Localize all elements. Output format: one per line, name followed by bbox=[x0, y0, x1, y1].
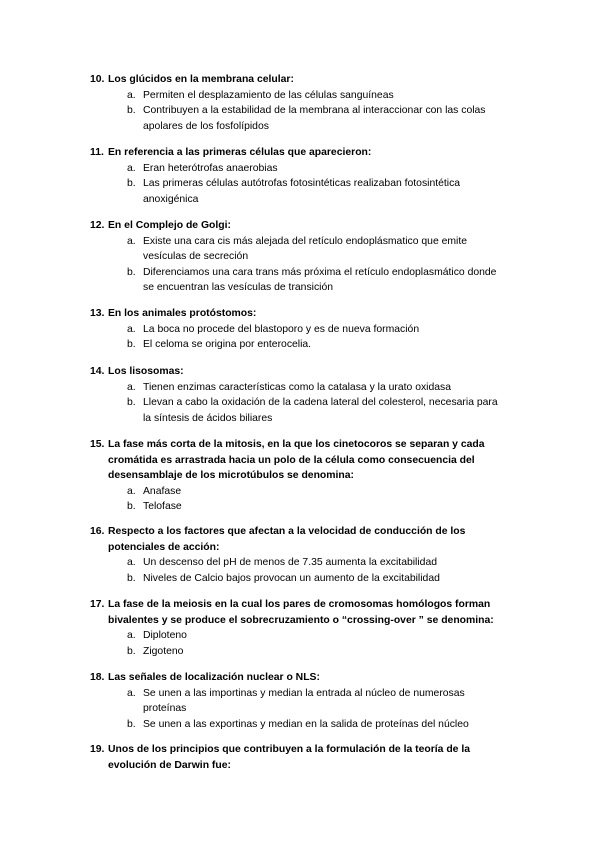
question-text-line: bivalentes y se produce el sobrecruzamiento o “crossing-over ” se denomina: bbox=[108, 614, 494, 626]
option-text-line: anoxigénica bbox=[143, 193, 199, 205]
option-letter: b. bbox=[127, 266, 136, 278]
question-18 bbox=[90, 670, 530, 732]
option-letter: b. bbox=[127, 572, 136, 584]
option-text-line: Un descenso del pH de menos de 7.35 aumenta la excitabilidad bbox=[143, 557, 438, 568]
option-text-line: apolares de los fosfolípidos bbox=[143, 120, 269, 132]
question-number: 18. bbox=[90, 672, 105, 683]
question-17 bbox=[90, 597, 530, 659]
answer-option bbox=[90, 628, 530, 644]
question-text-line: cromátida es arrastrada hacia un polo de la célula como consecuencia del bbox=[108, 454, 475, 466]
question-title bbox=[90, 364, 530, 380]
question-text-line: En referencia a las primeras células que aparecieron: bbox=[108, 147, 372, 158]
answer-option bbox=[90, 644, 530, 660]
answer-options bbox=[90, 628, 530, 659]
option-letter: b. bbox=[127, 397, 136, 408]
question-text-line: potenciales de acción: bbox=[108, 541, 220, 553]
option-letter: a. bbox=[127, 89, 136, 101]
question-text-line: Respecto a los factores que afectan a la velocidad de conducción de los bbox=[108, 526, 466, 537]
answer-option bbox=[90, 484, 530, 500]
option-letter: a. bbox=[127, 235, 136, 247]
option-text-line: Se unen a las importinas y median la entrada al núcleo de numerosas bbox=[143, 687, 465, 699]
option-letter: a. bbox=[127, 485, 136, 497]
question-15 bbox=[90, 437, 530, 515]
answer-options bbox=[90, 380, 530, 427]
answer-option bbox=[90, 265, 530, 296]
answer-option bbox=[90, 571, 530, 587]
option-text-line: Tienen enzimas características como la catalasa y la urato oxidasa bbox=[143, 381, 452, 393]
question-title bbox=[90, 306, 530, 322]
option-letter: b. bbox=[127, 645, 136, 657]
question-number: 12. bbox=[90, 220, 105, 231]
answer-option bbox=[90, 234, 530, 265]
question-title bbox=[90, 742, 530, 773]
option-text-line: Llevan a cabo la oxidación de la cadena lateral del colesterol, necesaria para bbox=[143, 397, 498, 408]
answer-option bbox=[90, 337, 530, 353]
answer-option bbox=[90, 322, 530, 338]
question-11 bbox=[90, 145, 530, 207]
question-14 bbox=[90, 364, 530, 426]
option-text-line: Contribuyen a la estabilidad de la membrana al interaccionar con las colas bbox=[143, 105, 486, 116]
question-13 bbox=[90, 306, 530, 353]
question-number: 16. bbox=[90, 526, 105, 537]
question-number: 13. bbox=[90, 308, 105, 319]
option-letter: b. bbox=[127, 718, 136, 730]
answer-option bbox=[90, 717, 530, 733]
question-number: 11. bbox=[90, 147, 104, 158]
option-text-line: La boca no procede del blastoporo y es de nueva formación bbox=[143, 323, 420, 335]
question-19 bbox=[90, 742, 530, 773]
option-letter: b. bbox=[127, 339, 136, 350]
question-title bbox=[90, 524, 530, 555]
question-title bbox=[90, 437, 530, 484]
answer-option bbox=[90, 555, 530, 571]
question-12 bbox=[90, 218, 530, 296]
answer-option bbox=[90, 686, 530, 717]
question-number: 14. bbox=[90, 366, 105, 377]
question-title bbox=[90, 72, 530, 88]
answer-option bbox=[90, 103, 530, 134]
question-text-line: En los animales protóstomos: bbox=[108, 308, 257, 319]
question-text-line: En el Complejo de Golgi: bbox=[108, 220, 231, 231]
question-title bbox=[90, 670, 530, 686]
question-number: 17. bbox=[90, 599, 105, 610]
answer-option bbox=[90, 499, 530, 515]
answer-option bbox=[90, 161, 530, 177]
answer-options bbox=[90, 686, 530, 733]
question-title bbox=[90, 597, 530, 628]
option-text-line: El celoma se origina por enterocelia. bbox=[143, 339, 312, 350]
option-letter: b. bbox=[127, 178, 136, 189]
option-text-line: Niveles de Calcio bajos provocan un aumento de la excitabilidad bbox=[143, 572, 440, 584]
answer-options bbox=[90, 88, 530, 135]
answer-options bbox=[90, 234, 530, 296]
option-text-line: Permiten el desplazamiento de las células sanguíneas bbox=[143, 89, 394, 101]
option-letter: a. bbox=[127, 557, 136, 568]
option-letter: b. bbox=[127, 501, 136, 512]
question-number: 15. bbox=[90, 439, 105, 450]
question-16 bbox=[90, 524, 530, 586]
question-text-line: Los glúcidos en la membrana celular: bbox=[108, 74, 294, 85]
option-text-line: Telofase bbox=[143, 501, 182, 512]
question-title bbox=[90, 218, 530, 234]
question-text-line: La fase más corta de la mitosis, en la que los cinetocoros se separan y cada bbox=[108, 439, 485, 450]
answer-option bbox=[90, 88, 530, 104]
question-10 bbox=[90, 72, 530, 134]
answer-option bbox=[90, 395, 530, 426]
answer-option bbox=[90, 176, 530, 207]
question-text-line: Los lisosomas: bbox=[108, 366, 184, 377]
answer-options bbox=[90, 484, 530, 515]
answer-options bbox=[90, 555, 530, 586]
option-letter: a. bbox=[127, 381, 136, 393]
option-text-line: Existe una cara cis más alejada del retículo endoplásmatico que emite bbox=[143, 235, 468, 247]
question-title bbox=[90, 145, 530, 161]
question-text-line: evolución de Darwin fue: bbox=[108, 759, 231, 771]
option-text-line: Zigoteno bbox=[143, 645, 184, 657]
question-number: 19. bbox=[90, 744, 105, 755]
option-letter: a. bbox=[127, 630, 136, 641]
question-number: 10. bbox=[90, 74, 105, 85]
question-text-line: Unos de los principios que contribuyen a la formulación de la teoría de la bbox=[108, 744, 471, 755]
option-text-line: Anafase bbox=[143, 485, 182, 497]
option-text-line: Se unen a las exportinas y median en la salida de proteínas del núcleo bbox=[143, 718, 469, 730]
answer-option bbox=[90, 380, 530, 396]
question-text-line: La fase de la meiosis en la cual los pares de cromosomas homólogos forman bbox=[108, 599, 491, 610]
question-text-line: Las señales de localización nuclear o NLS: bbox=[108, 672, 320, 683]
answer-options bbox=[90, 322, 530, 353]
option-text-line: proteínas bbox=[143, 703, 187, 714]
option-text-line: Diferenciamos una cara trans más próxima el retículo endoplasmático donde bbox=[143, 266, 497, 278]
option-text-line: Eran heterótrofas anaerobias bbox=[143, 162, 278, 174]
answer-options bbox=[90, 161, 530, 208]
option-letter: b. bbox=[127, 105, 136, 116]
option-text-line: Las primeras células autótrofas fotosintéticas realizaban fotosintética bbox=[143, 178, 461, 189]
question-text-line: desensamblaje de los microtúbulos se denomina: bbox=[108, 470, 354, 481]
option-text-line: Diploteno bbox=[143, 630, 187, 641]
option-letter: a. bbox=[127, 162, 136, 174]
option-text-line: la síntesis de ácidos biliares bbox=[143, 412, 273, 424]
option-text-line: se encuentran las vesículas de transición bbox=[143, 282, 334, 293]
option-letter: a. bbox=[127, 687, 136, 699]
option-letter: a. bbox=[127, 323, 136, 335]
option-text-line: vesículas de secreción bbox=[143, 251, 249, 262]
